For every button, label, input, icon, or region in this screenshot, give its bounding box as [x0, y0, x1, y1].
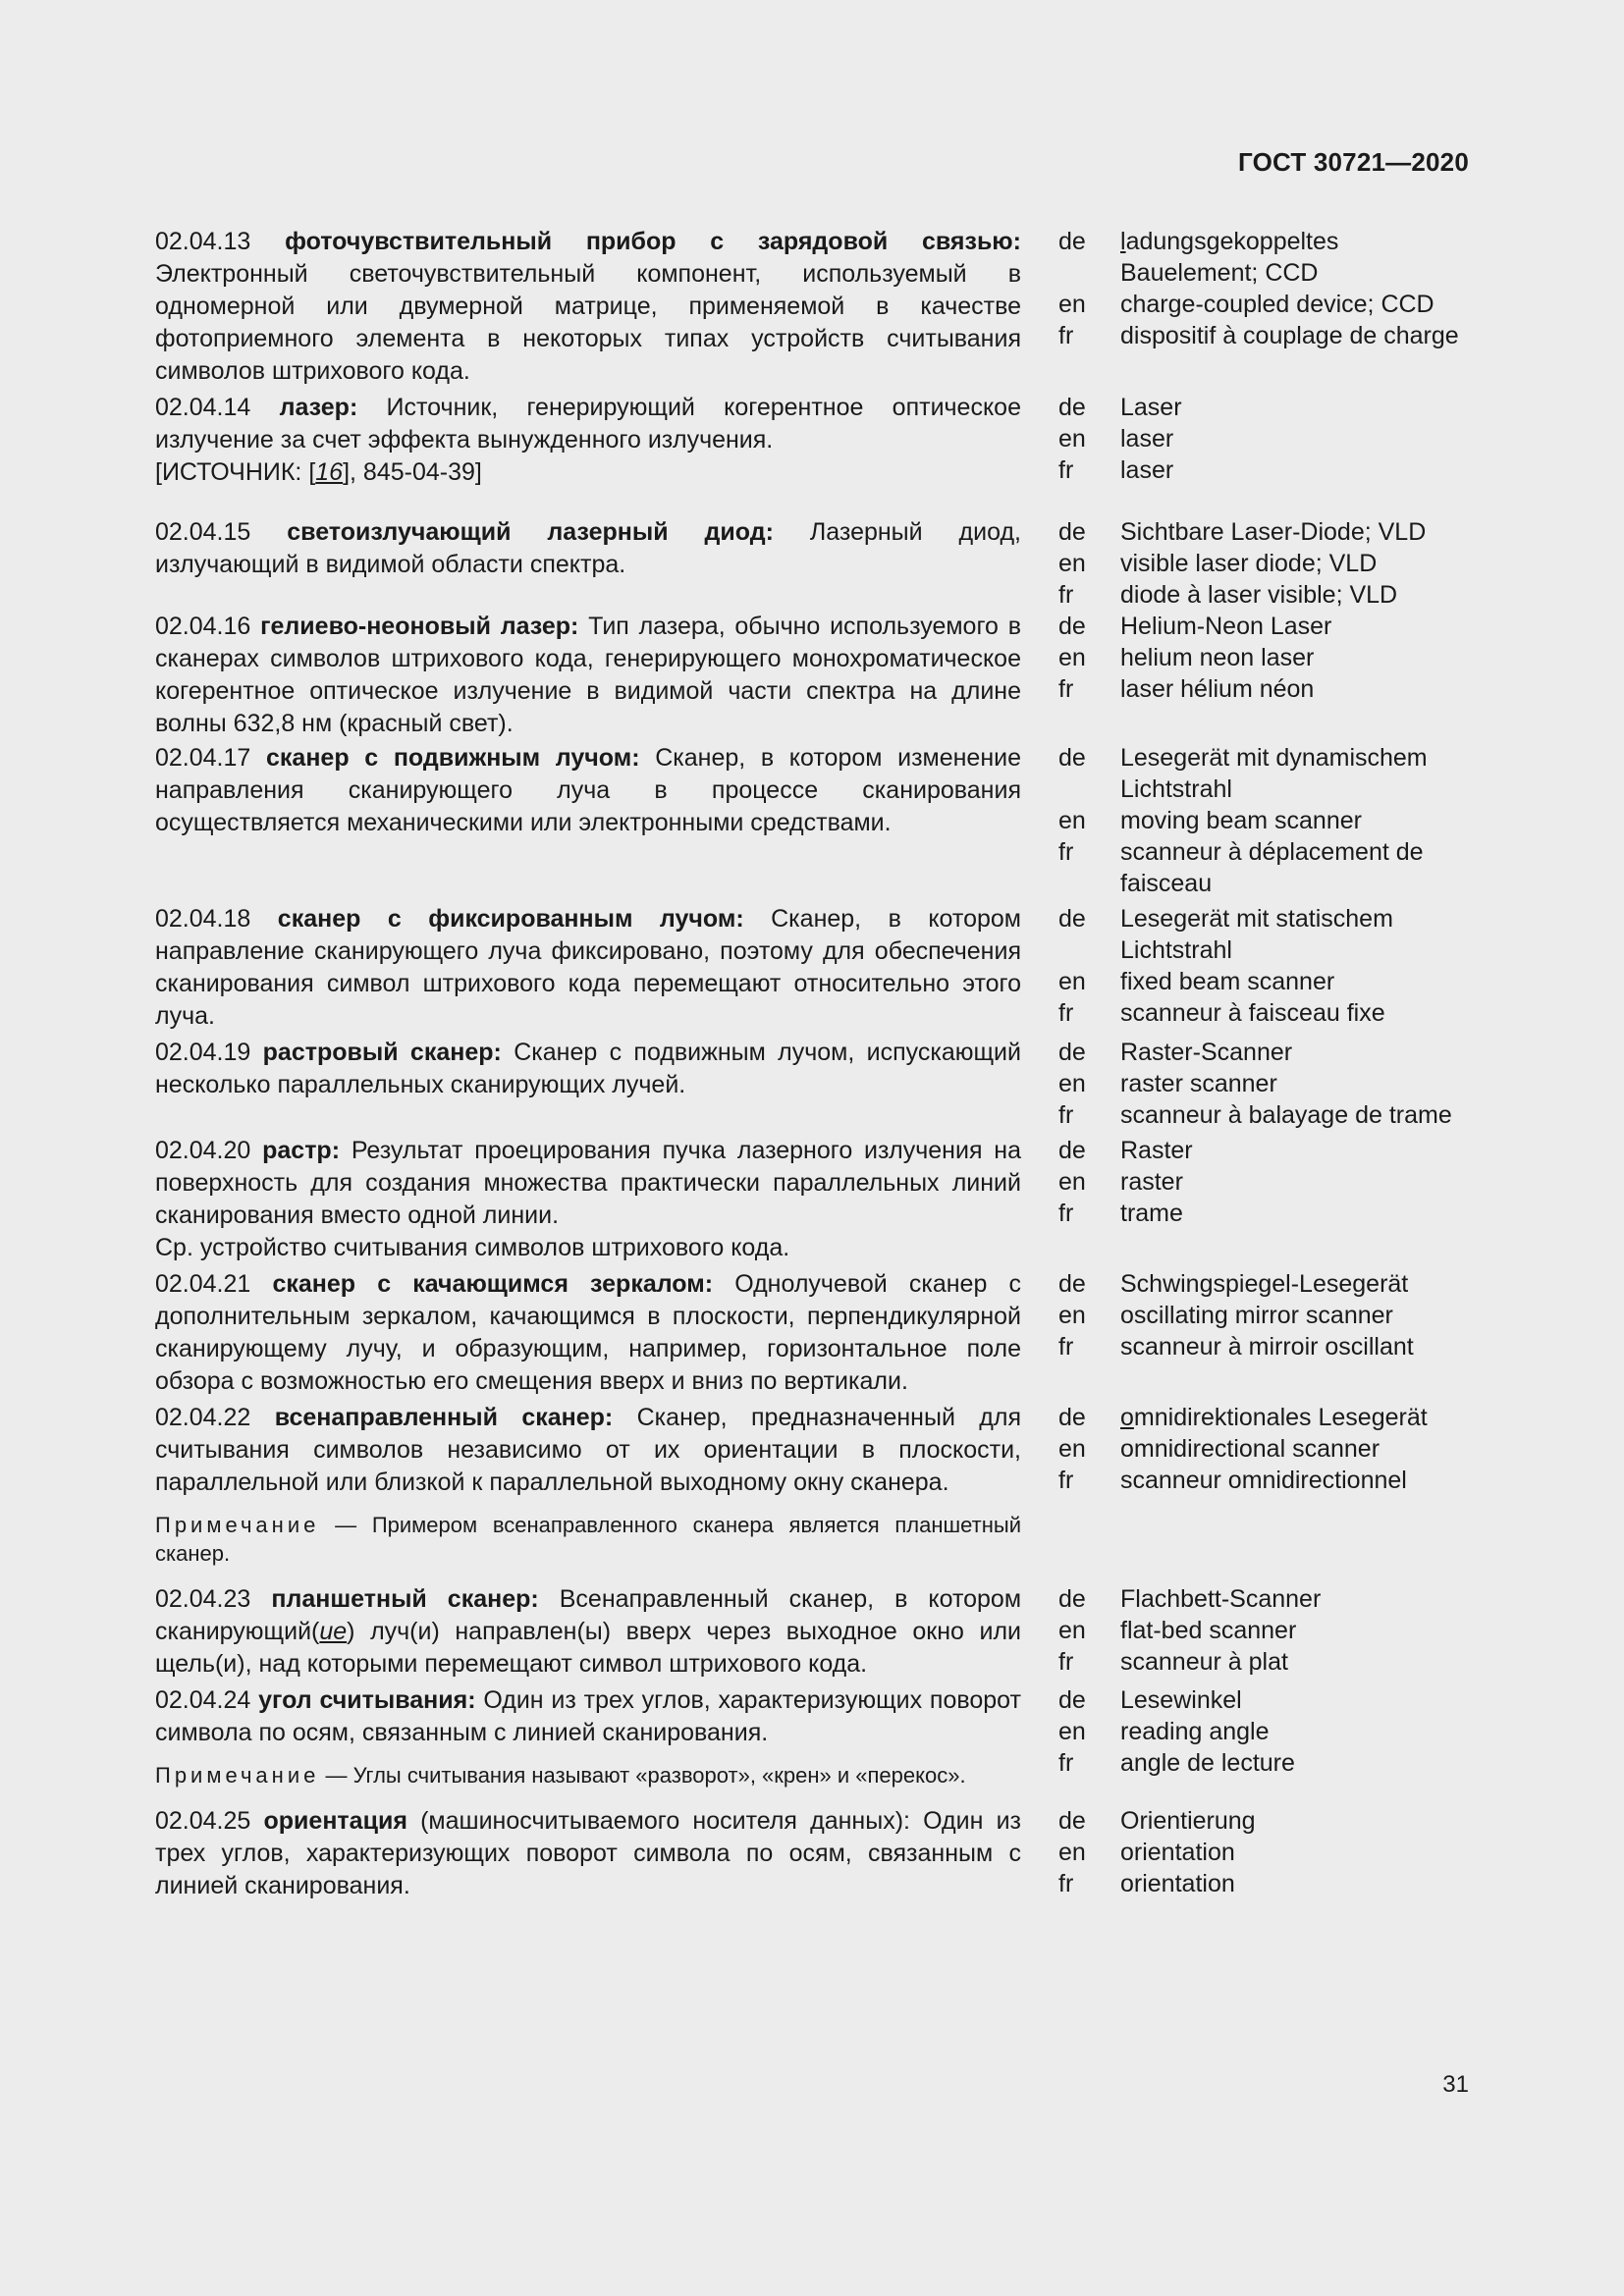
term-number: 02.04.15	[155, 518, 251, 546]
term-number: 02.04.14	[155, 394, 251, 421]
term-title: всенаправленный сканер:	[274, 1404, 614, 1431]
lang-code-de: de	[1058, 744, 1086, 772]
lang-code-en: en	[1058, 1070, 1086, 1097]
term-title: фоточувствительный прибор с зарядовой связью:	[285, 228, 1021, 255]
term-equivalents	[1058, 742, 1469, 899]
term-title: ориентация	[263, 1807, 407, 1835]
equivalent-de: Raster	[1120, 1137, 1193, 1164]
equivalent-fr: scanneur à plat	[1120, 1648, 1288, 1676]
equivalent-fr: laser hélium néon	[1120, 675, 1315, 703]
lang-code-fr: fr	[1058, 675, 1074, 703]
equivalent-fr: scanneur à faisceau fixe	[1120, 999, 1385, 1027]
term-ru	[155, 903, 1021, 1033]
term-note	[155, 1511, 1021, 1568]
equivalent-fr: scanneur à balayage de trame	[1120, 1101, 1452, 1129]
term-definition: Источник, генерирующий когерентное оптическое излучение за счет эффекта вынужденного излучения.	[155, 394, 1021, 454]
equivalent-de: Helium-Neon Laser	[1120, 613, 1332, 640]
terms-list	[155, 226, 1469, 1902]
term-ru	[155, 742, 1021, 839]
term-definition: Всенаправленный сканер, в котором сканирующий(	[155, 1585, 1022, 1645]
term-equivalents	[1058, 516, 1469, 611]
term-ru	[155, 1805, 1021, 1902]
lang-code-fr: fr	[1058, 1200, 1074, 1227]
equivalent-de: Schwingspiegel-Lesegerät	[1120, 1270, 1409, 1298]
term-entry	[155, 1805, 1469, 1902]
lang-code-de: de	[1058, 518, 1086, 546]
lang-code-en: en	[1058, 1168, 1086, 1196]
equivalent-en: visible laser diode; VLD	[1120, 550, 1378, 577]
term-definition: Сканер, в котором изменение направления сканирующего луча в процессе сканирования осуществляется механическими или электронными средствами.	[155, 744, 1022, 836]
term-ru	[155, 226, 1021, 388]
lang-code-en: en	[1058, 1617, 1086, 1644]
lang-code-de: de	[1058, 1807, 1086, 1835]
term-definition: Сканер, в котором направление сканирующего луча фиксировано, поэтому для обеспечения сканирования символ штрихового кода перемещают относительно этого луча.	[155, 905, 1021, 1030]
equivalent-de: Lesewinkel	[1120, 1686, 1242, 1714]
term-entry	[155, 1402, 1469, 1568]
term-equivalents	[1058, 1583, 1469, 1678]
term-ru	[155, 1037, 1021, 1101]
equivalent-en: raster scanner	[1120, 1070, 1277, 1097]
lang-code-en: en	[1058, 644, 1086, 671]
term-ru	[155, 1583, 1021, 1681]
lang-code-en: en	[1058, 968, 1086, 995]
equivalent-de: Laser	[1120, 394, 1182, 421]
equivalent-en: charge-coupled device; CCD	[1120, 291, 1435, 318]
term-title: сканер с фиксированным лучом:	[277, 905, 744, 933]
lang-code-de: de	[1058, 394, 1086, 421]
source-suffix: ], 845-04-39]	[343, 458, 482, 486]
lang-code-fr: fr	[1058, 1648, 1074, 1676]
lang-code-en: en	[1058, 425, 1086, 453]
term-title: растровый сканер:	[262, 1039, 502, 1066]
source-prefix: [ИСТОЧНИК: [	[155, 458, 316, 486]
lang-code-fr: fr	[1058, 999, 1074, 1027]
lang-code-en: en	[1058, 1839, 1086, 1866]
term-equivalents	[1058, 1684, 1469, 1779]
term-definition-rest: ) луч(и) направлен(ы) вверх через выходное окно или щель(и), над которыми перемещают символ штрихового кода.	[155, 1618, 1021, 1678]
term-ru	[155, 1135, 1021, 1264]
term-entry	[155, 742, 1469, 899]
term-equivalents	[1058, 1037, 1469, 1131]
term-entry	[155, 903, 1469, 1033]
term-entry	[155, 1037, 1469, 1131]
equivalent-en: omnidirectional scanner	[1120, 1435, 1380, 1463]
term-source	[155, 456, 1021, 489]
term-definition: Однолучевой сканер с дополнительным зеркалом, качающимся в плоскости, перпендикулярной сканирующему лучу, и образующим, например, горизонтальное поле обзора с возможностью его смещения вверх и вниз по вертикали.	[155, 1270, 1021, 1395]
equivalent-en: laser	[1120, 425, 1174, 453]
term-equivalents	[1058, 611, 1469, 705]
equivalent-en: moving beam scanner	[1120, 807, 1362, 834]
term-entry	[155, 1684, 1469, 1789]
term-cross-reference: Ср. устройство считывания символов штрихового кода.	[155, 1234, 790, 1261]
term-equivalents	[1058, 1268, 1469, 1362]
equivalent-en: fixed beam scanner	[1120, 968, 1335, 995]
equivalent-en: flat-bed scanner	[1120, 1617, 1297, 1644]
equivalent-en: raster	[1120, 1168, 1183, 1196]
equivalent-fr: trame	[1120, 1200, 1183, 1227]
term-ru	[155, 611, 1021, 740]
equivalent-de: Lesegerät mit statischem Lichtstrahl	[1120, 905, 1393, 964]
lang-code-en: en	[1058, 291, 1086, 318]
lang-code-fr: fr	[1058, 1333, 1074, 1361]
term-number: 02.04.17	[155, 744, 251, 772]
term-ru	[155, 1402, 1021, 1568]
equivalent-de: ladungsgekoppeltes Bauelement; CCD	[1120, 228, 1339, 287]
lang-code-fr: fr	[1058, 838, 1074, 866]
term-entry	[155, 1135, 1469, 1264]
equivalent-en: helium neon laser	[1120, 644, 1315, 671]
term-title: светоизлучающий лазерный диод:	[287, 518, 774, 546]
lang-code-fr: fr	[1058, 1749, 1074, 1777]
term-entry	[155, 1583, 1469, 1681]
term-number: 02.04.16	[155, 613, 251, 640]
equivalent-en: orientation	[1120, 1839, 1235, 1866]
lang-code-fr: fr	[1058, 322, 1074, 349]
equivalent-fr: dispositif à couplage de charge	[1120, 322, 1459, 349]
lang-code-fr: fr	[1058, 1870, 1074, 1897]
equivalent-de: omnidirektionales Lesegerät	[1120, 1404, 1428, 1431]
term-title: планшетный сканер:	[271, 1585, 539, 1613]
term-number: 02.04.21	[155, 1270, 251, 1298]
equivalent-fr: laser	[1120, 456, 1174, 484]
term-number: 02.04.23	[155, 1585, 251, 1613]
term-entry	[155, 1268, 1469, 1398]
equivalent-fr: scanneur à mirroir oscillant	[1120, 1333, 1414, 1361]
lang-code-fr: fr	[1058, 1467, 1074, 1494]
term-entry	[155, 516, 1469, 611]
lang-code-de: de	[1058, 1270, 1086, 1298]
equivalent-de-rest: mnidirektionales Lesegerät	[1133, 1404, 1428, 1431]
lang-code-fr: fr	[1058, 1101, 1074, 1129]
term-note	[155, 1761, 1021, 1789]
lang-code-en: en	[1058, 1718, 1086, 1745]
term-equivalents	[1058, 1402, 1469, 1496]
lang-code-de: de	[1058, 1686, 1086, 1714]
lang-code-de: de	[1058, 1404, 1086, 1431]
lang-code-fr: fr	[1058, 456, 1074, 484]
term-title: угол считывания:	[258, 1686, 476, 1714]
equivalent-fr: scanneur à déplacement de faisceau	[1120, 838, 1424, 897]
term-equivalents	[1058, 903, 1469, 1029]
term-ru	[155, 1268, 1021, 1398]
term-number: 02.04.24	[155, 1686, 251, 1714]
lang-code-en: en	[1058, 1302, 1086, 1329]
source-reference-link[interactable]: 16	[315, 458, 344, 486]
equivalent-en: oscillating mirror scanner	[1120, 1302, 1393, 1329]
term-entry	[155, 392, 1469, 489]
document-header: ГОСТ 30721—2020	[1238, 147, 1469, 177]
term-equivalents	[1058, 1135, 1469, 1229]
equivalent-fr: scanneur omnidirectionnel	[1120, 1467, 1407, 1494]
equivalent-de: Flachbett-Scanner	[1120, 1585, 1322, 1613]
term-number: 02.04.18	[155, 905, 251, 933]
term-definition: (машиносчитываемого носителя данных): Один из трех углов, характеризующих поворот символа по осям, связанным с линией сканирования.	[155, 1807, 1022, 1899]
lang-code-fr: fr	[1058, 581, 1074, 609]
equivalent-fr: diode à laser visible; VLD	[1120, 581, 1398, 609]
lang-code-de: de	[1058, 228, 1086, 255]
lang-code-de: de	[1058, 1039, 1086, 1066]
term-definition: Сканер с подвижным лучом, испускающий несколько параллельных сканирующих лучей.	[155, 1039, 1021, 1098]
term-equivalents	[1058, 392, 1469, 486]
term-ru	[155, 392, 1021, 489]
equivalent-de: Orientierung	[1120, 1807, 1256, 1835]
equivalent-de: Raster-Scanner	[1120, 1039, 1293, 1066]
term-title: гелиево-неоновый лазер:	[260, 613, 579, 640]
lang-code-de: de	[1058, 1585, 1086, 1613]
equivalent-de-rest: adungsgekoppeltes Bauelement; CCD	[1120, 228, 1339, 287]
lang-code-de: de	[1058, 905, 1086, 933]
term-definition: Электронный светочувствительный компонент, используемый в одномерной или двумерной матрице, применяемой в качестве фотоприемного элемента в некоторых типах устройств считывания символов штрихового кода.	[155, 260, 1021, 385]
term-definition-emphasis: ие	[319, 1618, 348, 1645]
lang-code-de: de	[1058, 613, 1086, 640]
lang-code-en: en	[1058, 1435, 1086, 1463]
term-title: лазер:	[279, 394, 358, 421]
note-text: — Примером всенаправленного сканера является планшетный сканер.	[155, 1513, 1021, 1566]
page-number: 31	[1442, 2071, 1469, 2098]
note-label: Примечание	[155, 1763, 320, 1788]
note-label: Примечание	[155, 1513, 320, 1537]
term-equivalents	[1058, 226, 1469, 351]
equivalent-de: Lesegerät mit dynamischem Lichtstrahl	[1120, 744, 1428, 803]
term-title: сканер с подвижным лучом:	[266, 744, 640, 772]
term-entry	[155, 611, 1469, 740]
term-definition: Лазерный диод, излучающий в видимой области спектра.	[155, 518, 1021, 578]
note-text: — Углы считывания называют «разворот», «крен» и «перекос».	[319, 1763, 966, 1788]
term-title: сканер с качающимся зеркалом:	[272, 1270, 714, 1298]
term-definition: Один из трех углов, характеризующих поворот символа по осям, связанным с линией сканирования.	[155, 1686, 1021, 1746]
equivalent-fr: orientation	[1120, 1870, 1235, 1897]
term-ru	[155, 1684, 1021, 1789]
term-definition: Сканер, предназначенный для считывания символов независимо от их ориентации в плоскости, параллельной или близкой к параллельной выходному окну сканера.	[155, 1404, 1021, 1496]
term-definition: Тип лазера, обычно используемого в сканерах символов штрихового кода, генерирующего монохроматическое когерентное оптическое излучение в видимой части спектра на длине волны 632,8 нм (красный свет).	[155, 613, 1021, 737]
equivalent-en: reading angle	[1120, 1718, 1270, 1745]
equivalent-fr: angle de lecture	[1120, 1749, 1295, 1777]
lang-code-en: en	[1058, 807, 1086, 834]
term-number: 02.04.13	[155, 228, 251, 255]
term-entry	[155, 226, 1469, 388]
term-number: 02.04.19	[155, 1039, 251, 1066]
term-definition: Результат проецирования пучка лазерного излучения на поверхность для создания множества практически параллельных линий сканирования вместо одной линии.	[155, 1137, 1021, 1229]
term-number: 02.04.20	[155, 1137, 251, 1164]
term-number: 02.04.25	[155, 1807, 251, 1835]
term-equivalents	[1058, 1805, 1469, 1899]
term-number: 02.04.22	[155, 1404, 251, 1431]
lang-code-de: de	[1058, 1137, 1086, 1164]
term-title: растр:	[262, 1137, 341, 1164]
lang-code-en: en	[1058, 550, 1086, 577]
equivalent-de: Sichtbare Laser-Diode; VLD	[1120, 518, 1427, 546]
term-ru	[155, 516, 1021, 581]
